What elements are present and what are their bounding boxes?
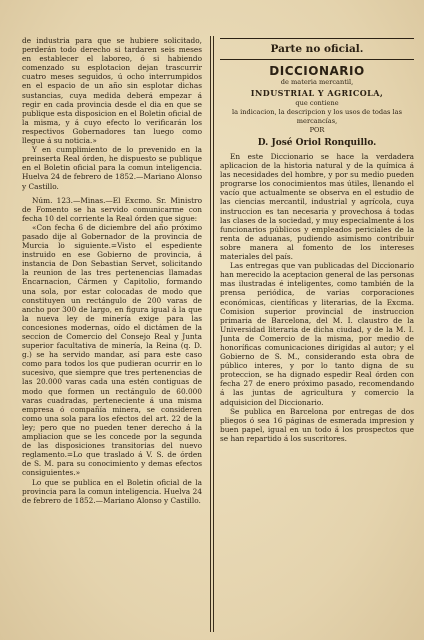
left-paragraph-1: de industria para que se hubiere solicitado, perderán todo derecho si tardaren seis meses en establecer el laboreo, ó si habiendo comenzado su esplotacion dejan trascurrir cuatro meses seguidos, ú ocho interrumpidos en el espacio de un año sin esplotar dichas sustancias, cuya medida deberá empezar á regir en cada provincia desde el dia en que se publique esta disposicion en el Boletin oficial de la misma, y á cuyo efecto lo verificarán los respectivos Gobernadores tan luego como llegue á su noticia.» (22, 36, 202, 146)
right-paragraph-3: Se publica en Barcelona por entregas de dos pliegos ó sea 16 páginas de esmerada impresion y buen papel, igual en un todo á los prospectos que se han repartido á los suscritores. (220, 406, 414, 443)
section-title: Parte no oficial. (270, 43, 364, 55)
dictionary-subtitle-4: la indicacion, la descripcion y los usos de todas las mercancías, (232, 108, 402, 125)
top-rule (220, 38, 414, 39)
right-paragraph-2: Las entregas que van publicadas del Diccionario han merecido la aceptacion general de las personas mas ilustradas é inteligentes, como también de la prensa periódica, de varias corporaciones económicas, científicas y literarias, de la Excma. Comision superior provincial de instruccion primaria de Barcelona, del M. I. claustro de la Universidad literaria de dicha ciudad, y de la M. I. Junta de Comercio de la misma, por medio de honoríficas comunicaciones dirigidas al autor; y el Gobierno de S. M., considerando esta obra de público interes, y por lo tanto digna de su proteccion, se ha dignado espedir Real órden con fecha 27 de enero próximo pasado, recomendando á las juntas de agricultura y comercio la adquisicion del Diccionario. (220, 261, 414, 407)
section-rule (220, 59, 414, 60)
dictionary-author: D. José Oriol Ronquillo. (257, 138, 377, 148)
column-divider (210, 36, 214, 632)
right-paragraph-1: En este Diccionario se hace la verdadera aplicacion de la historia natural y de la química á las necesidades del hombre, y por su medio pueden prograrse los conocimientos mas útiles, llenando el vacío que actualmente se observa en el estudio de las ciencias mercantil, industrial y agrícola, cuya instruccion es tan necesaria y provechosa á todas las clases de la sociedad, y muy especialmente á los funcionarios públicos y empleados periciales de la renta de aduanas, pudiendo asimismo contribuir sobre manera al fomento de los intereses materiales del país. (220, 152, 414, 262)
dictionary-subtitle-1: de materia mercantil, (280, 78, 354, 86)
right-column (220, 36, 414, 632)
left-paragraph-4: «Con fecha 6 de diciembre del año próximo pasado dije al Gobernador de la provincia de Murcia lo siguiente.=Visto el espediente instruido en ese Gobierno de provincia, á instancia de Don Sebastian Servet, solicitando la reunion de las tres pertenencias llamadas Encarnacion, Cármen y Capitolio, formando una sola, por estar colocadas de modo que constituyen un rectángulo de 200 varas de ancho por 300 de largo, en figura igual á la que la nueva ley de minería exige para las concesiones modernas, oído el dictámen de la seccion de Comercio del Consejo Real y Junta superior facultativa de minería, la Reina (q. D. g.) se ha servido mandar, así para este caso como para todos los que pudieran ocurrir en lo sucesivo, que siempre que tres pertenencias de las 20.000 varas cada una estén contiguas de modo que formen un rectángulo de 60.000 varas cuadradas, perteneciente á una misma empresa ó compañía minera, se consideren como una sola para los efectos del art. 22 de la ley; pero que no pueden tener derecho á la ampliacion que se les concede por la segunda de las disposiciones transitorias del nuevo reglamento.=Lo que traslado á V. S. de órden de S. M. para su conocimiento y demas efectos consiguientes.» (22, 222, 202, 478)
columns (22, 36, 414, 632)
left-paragraph-3: Núm. 123.—Minas.—El Excmo. Sr. Ministro de Fomento se ha servido comunicarme con fecha 10 del corriente la Real órden que sigue: (22, 195, 202, 223)
dictionary-title: DICCIONARIO (269, 64, 365, 78)
dictionary-por: POR (309, 126, 325, 134)
left-paragraph-5: Lo que se publica en el Boletin oficial de la provincia para la comun inteligencia. Huelva 24 de febrero de 1852.—Mariano Alonso y Castillo. (22, 477, 202, 505)
dictionary-subtitle-2: INDUSTRIAL Y AGRICOLA, (250, 88, 384, 98)
left-paragraph-2: Y en cumplimiento de lo prevenido en la preinserta Real órden, he dispuesto se publique en el Boletin oficial para la comun inteligencia. Huelva 24 de febrero de 1852.—Mariano Alonso y Castillo. (22, 145, 203, 191)
left-column (22, 36, 210, 632)
dictionary-subtitle-3: que contiene (295, 99, 339, 107)
